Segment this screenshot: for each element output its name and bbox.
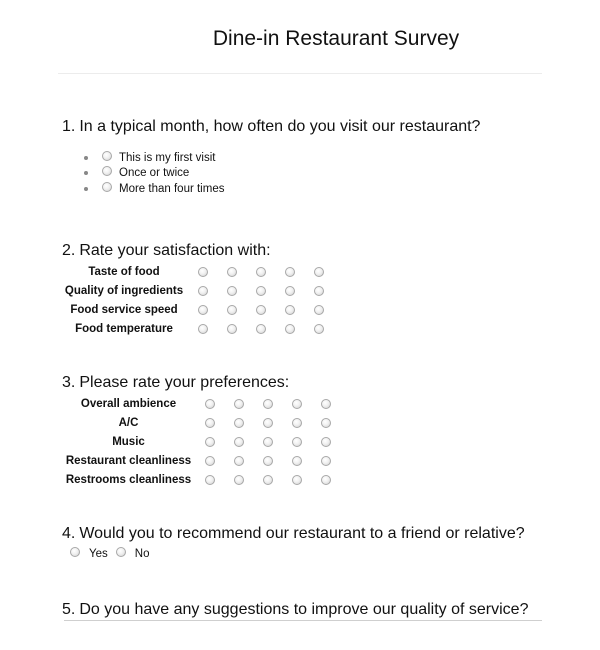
rating-radio-1[interactable]: [198, 305, 208, 315]
question-4: [62, 525, 525, 543]
rating-radio-1[interactable]: [205, 475, 215, 485]
option-label: No: [134, 548, 150, 560]
row-label: Quality of ingredients: [64, 284, 184, 297]
grid-row-ac: [62, 413, 195, 432]
row-label: Taste of food: [88, 265, 160, 278]
rating-radio-5[interactable]: [321, 437, 331, 447]
option-label: More than four times: [119, 182, 225, 195]
rating-radios: [198, 286, 343, 296]
option-once-or-twice[interactable]: [84, 166, 224, 182]
rating-radio-5[interactable]: [321, 475, 331, 485]
question-number: 4.: [62, 525, 76, 542]
rating-radio-3[interactable]: [263, 418, 273, 428]
rating-radio-4[interactable]: [292, 418, 302, 428]
grid-row-temperature: [62, 319, 186, 338]
bullet-icon: [84, 171, 88, 175]
rating-radio-1[interactable]: [198, 286, 208, 296]
grid-row-restaurant-cleanliness: [62, 451, 195, 470]
rating-radio-5[interactable]: [314, 286, 324, 296]
option-first-visit[interactable]: [84, 150, 224, 166]
radio-button[interactable]: [102, 182, 112, 192]
grid-row-music: [62, 432, 195, 451]
grid-row-ambience: [62, 394, 195, 413]
question-text: Do you have any suggestions to improve our quality of service?: [79, 601, 529, 618]
rating-radio-3[interactable]: [263, 437, 273, 447]
question-2: [62, 242, 271, 260]
rating-radio-3[interactable]: [263, 456, 273, 466]
radio-button[interactable]: [116, 547, 126, 557]
visit-frequency-options: [84, 150, 224, 197]
rating-radio-2[interactable]: [227, 267, 237, 277]
question-number: 5.: [62, 601, 76, 618]
rating-radio-3[interactable]: [256, 305, 266, 315]
option-label: Once or twice: [119, 167, 190, 180]
option-label: This is my first visit: [119, 151, 216, 164]
grid-row-taste: [62, 262, 186, 281]
row-label: Restaurant cleanliness: [65, 454, 192, 467]
rating-radio-1[interactable]: [205, 418, 215, 428]
rating-radios: [205, 456, 350, 466]
rating-radio-3[interactable]: [256, 324, 266, 334]
row-label: Food temperature: [75, 322, 173, 335]
question-1: [62, 118, 480, 136]
rating-radio-1[interactable]: [205, 456, 215, 466]
rating-radio-2[interactable]: [227, 305, 237, 315]
rating-radios: [205, 475, 350, 485]
row-label: Food service speed: [70, 303, 178, 316]
question-number: 1.: [62, 118, 76, 135]
radio-button[interactable]: [102, 166, 112, 176]
rating-radio-2[interactable]: [234, 456, 244, 466]
rating-radios: [198, 324, 343, 334]
grid-row-speed: [62, 300, 186, 319]
rating-radio-4[interactable]: [285, 305, 295, 315]
rating-radio-3[interactable]: [263, 475, 273, 485]
option-label: Yes: [89, 548, 108, 560]
rating-radio-2[interactable]: [234, 475, 244, 485]
bullet-icon: [84, 187, 88, 191]
rating-radio-4[interactable]: [285, 286, 295, 296]
rating-radio-2[interactable]: [234, 418, 244, 428]
option-yes[interactable]: [70, 548, 108, 560]
option-more-than-four[interactable]: [84, 181, 224, 197]
satisfaction-grid: [62, 262, 186, 338]
rating-radio-4[interactable]: [285, 267, 295, 277]
rating-radios: [205, 418, 350, 428]
row-label: Overall ambience: [80, 397, 177, 410]
question-text: Rate your satisfaction with:: [79, 242, 271, 259]
rating-radio-2[interactable]: [227, 286, 237, 296]
question-number: 3.: [62, 374, 76, 391]
rating-radio-1[interactable]: [205, 437, 215, 447]
rating-radio-3[interactable]: [256, 286, 266, 296]
radio-button[interactable]: [102, 151, 112, 161]
rating-radio-4[interactable]: [285, 324, 295, 334]
rating-radios: [205, 399, 350, 409]
rating-radio-5[interactable]: [314, 324, 324, 334]
grid-row-quality: [62, 281, 186, 300]
rating-radio-3[interactable]: [256, 267, 266, 277]
rating-radio-4[interactable]: [292, 475, 302, 485]
row-label: A/C: [118, 416, 139, 429]
rating-radio-1[interactable]: [198, 267, 208, 277]
question-number: 2.: [62, 242, 76, 259]
rating-radio-3[interactable]: [263, 399, 273, 409]
title-divider: [58, 73, 542, 74]
grid-row-restrooms-cleanliness: [62, 470, 195, 489]
question-3: [62, 374, 289, 392]
row-label: Music: [112, 435, 145, 448]
answer-line[interactable]: [64, 620, 542, 621]
question-text: Please rate your preferences:: [79, 374, 290, 391]
rating-radio-2[interactable]: [234, 399, 244, 409]
rating-radios: [198, 267, 343, 277]
rating-radio-4[interactable]: [292, 437, 302, 447]
preferences-grid: [62, 394, 195, 489]
rating-radio-5[interactable]: [321, 399, 331, 409]
rating-radios: [198, 305, 343, 315]
radio-button[interactable]: [70, 547, 80, 557]
question-text: Would you to recommend our restaurant to a friend or relative?: [79, 525, 525, 542]
rating-radios: [205, 437, 350, 447]
rating-radio-5[interactable]: [321, 418, 331, 428]
option-no[interactable]: [116, 548, 150, 560]
question-text: In a typical month, how often do you visit our restaurant?: [79, 118, 481, 135]
rating-radio-5[interactable]: [314, 267, 324, 277]
rating-radio-5[interactable]: [314, 305, 324, 315]
bullet-icon: [84, 156, 88, 160]
question-5: [62, 601, 528, 619]
rating-radio-2[interactable]: [234, 437, 244, 447]
rating-radio-4[interactable]: [292, 456, 302, 466]
row-label: Restrooms cleanliness: [65, 473, 192, 486]
rating-radio-5[interactable]: [321, 456, 331, 466]
rating-radio-1[interactable]: [198, 324, 208, 334]
survey-title: Dine-in Restaurant Survey: [212, 27, 460, 50]
rating-radio-4[interactable]: [292, 399, 302, 409]
recommend-options: [70, 548, 157, 560]
rating-radio-2[interactable]: [227, 324, 237, 334]
rating-radio-1[interactable]: [205, 399, 215, 409]
